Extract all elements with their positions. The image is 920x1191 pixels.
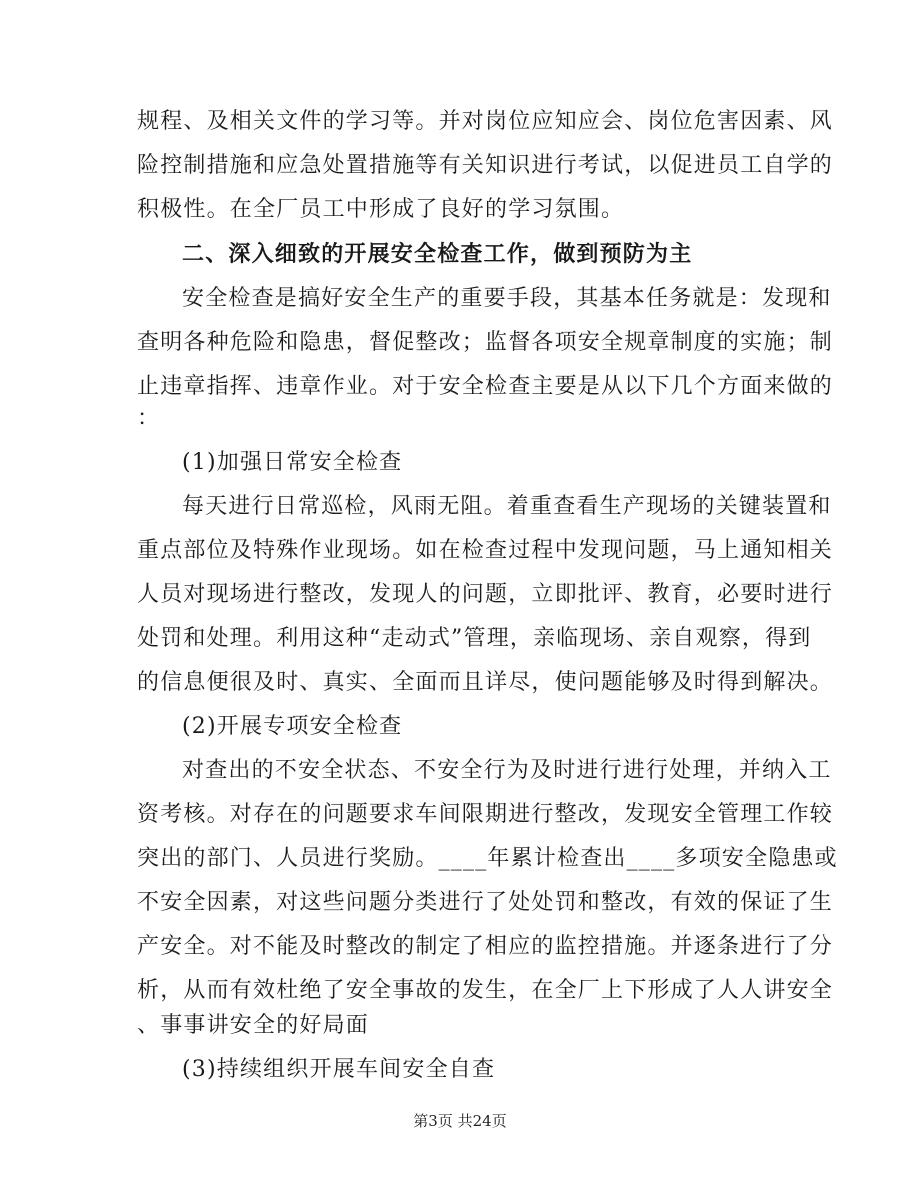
paragraph-line: 对查出的不安全状态、不安全行为及时进行进行处理，并纳入工 [182, 758, 832, 783]
paragraph-line: 突出的部门、人员进行奖励。____年累计检查出____多项安全隐患或 [137, 846, 838, 871]
paragraph-line: 查明各种危险和隐患，督促整改；监督各项安全规章制度的实施；制 [137, 330, 834, 355]
paragraph-line: 险控制措施和应急处置措施等有关知识进行考试，以促进员工自学的 [137, 153, 834, 178]
paragraph-line: 产安全。对不能及时整改的制定了相应的监控措施。并逐条进行了分 [137, 934, 834, 959]
page-number: 第3页 共24页 [413, 1112, 507, 1130]
paragraph-line: 不安全因素，对这些问题分类进行了处处罚和整改，有效的保证了生 [137, 890, 834, 915]
paragraph-line: 每天进行日常巡检，风雨无阻。着重查看生产现场的关键装置和 [182, 494, 832, 519]
paragraph-line: 人员对现场进行整改，发现人的问题，立即批评、教育，必要时进行 [137, 582, 834, 607]
paragraph-line: ： [137, 406, 161, 431]
subsection-heading: (3)持续组织开展车间安全自查 [182, 1057, 496, 1082]
paragraph-line: 积极性。在全厂员工中形成了良好的学习氛围。 [137, 197, 625, 222]
section-heading: 二、深入细致的开展安全检查工作，做到预防为主 [182, 242, 693, 267]
paragraph-line: 安全检查是搞好安全生产的重要手段，其基本任务就是：发现和 [182, 286, 832, 311]
paragraph-line: 规程、及相关文件的学习等。并对岗位应知应会、岗位危害因素、风 [137, 109, 834, 134]
subsection-heading: (1)加强日常安全检查 [182, 450, 403, 475]
paragraph-line: 处罚和处理。利用这种“走动式”管理，亲临现场、亲自观察，得到 [137, 626, 812, 651]
paragraph-line: 止违章指挥、违章作业。对于安全检查主要是从以下几个方面来做的 [137, 374, 834, 399]
paragraph-line: 重点部位及特殊作业现场。如在检查过程中发现问题，马上通知相关 [137, 538, 834, 563]
paragraph-line: 的信息便很及时、真实、全面而且详尽，使问题能够及时得到解决。 [137, 670, 834, 695]
paragraph-line: 、事事讲安全的好局面 [137, 1013, 370, 1038]
paragraph-line: 析，从而有效杜绝了安全事故的发生，在全厂上下形成了人人讲安全 [137, 978, 834, 1003]
subsection-heading: (2)开展专项安全检查 [182, 714, 403, 739]
paragraph-line: 资考核。对存在的问题要求车间限期进行整改，发现安全管理工作较 [137, 802, 834, 827]
